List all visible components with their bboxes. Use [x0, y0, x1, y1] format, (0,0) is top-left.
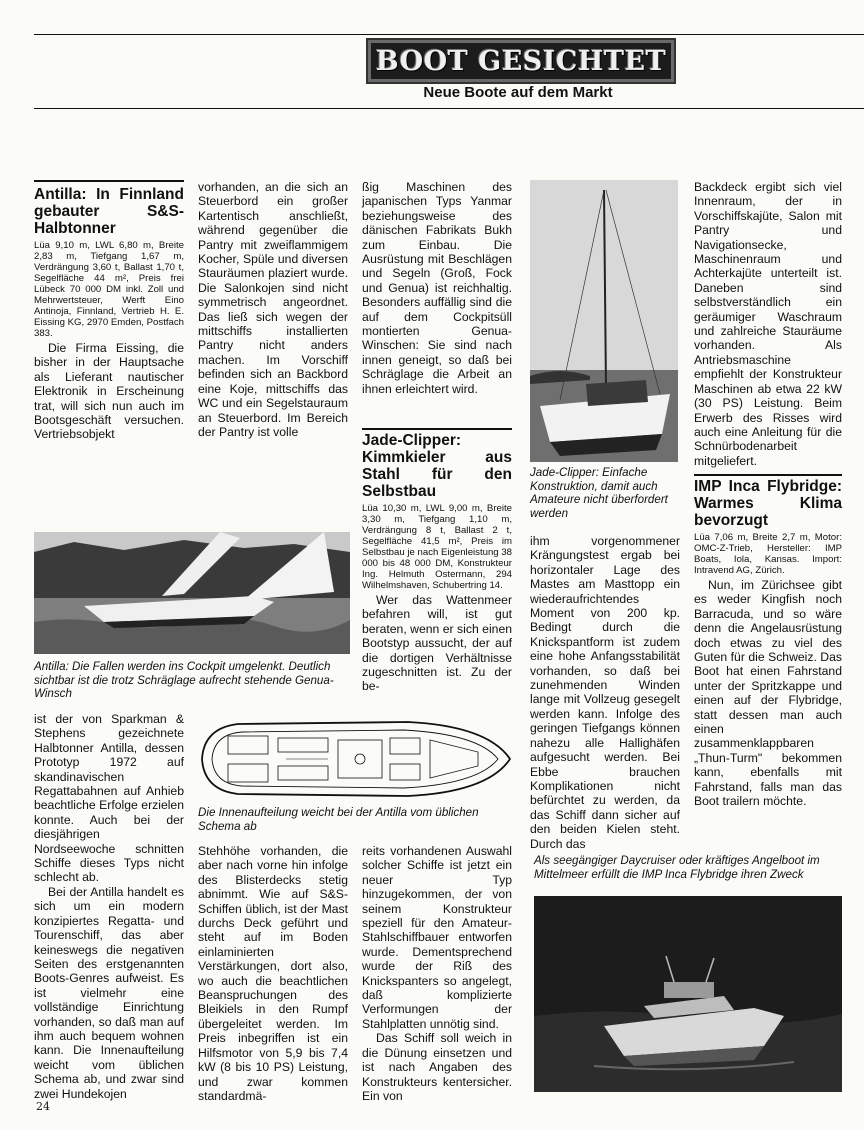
imp-photo	[534, 896, 842, 1092]
jade-intro-column	[362, 432, 512, 694]
antilla-photo	[34, 532, 350, 654]
banner-title: BOOT GESICHTET	[375, 45, 667, 77]
imp-para1: Nun, im Zürichsee gibt es weder Kingfish noch Barracuda, und so wäre denn die Angelausrüstung doch etwas zu viel des Guten für die Schweiz. Das Boot hat einen Fahrstand unter der Spritzkappe und einen auf der Flybridge, statt dessen man auch einen zusammenklappbaren „Thun-Turm" bekommen kann, ebenfalls mit Fahrstand, falls man das Boot trailern möchte.	[694, 578, 842, 809]
jade-photo	[530, 180, 678, 462]
antilla-col3-top-text: ßig Maschinen des japanischen Typs Yanmar beziehungsweise des dänischen Fabrikats Bukh zum Einbau. Die Ausrüstung mit Beschlägen und Segeln (Groß, Fock und Genua) ist reichhaltig. Besonders auffällig sind die auf dem Cockpitsüll montierten Genua-Winschen: Sie sind nach innen geneigt, so daß bei Schräglage die Arbeit an ihnen erleichtert wird.	[362, 180, 512, 396]
antilla-col1-bottom-p2: Bei der Antilla handelt es sich um ein modern konzipiertes Regatta- und Tourenschiff, das aber keineswegs die negativen Seiten des erstgenannten Boots-Genres aufweist. Es ist vielmehr eine vollständige Einrichtung vorhanden, so daß man auf ihm auch bequem wohnen kann. Die Innenaufteilung weicht vom üblichen Schema ab, und zwar sind zwei Hundekojen	[34, 884, 184, 1101]
antilla-headline-rule	[34, 180, 184, 182]
antilla-intro-column	[34, 182, 184, 442]
jade-column-3-bottom	[362, 844, 512, 1103]
imp-headline: IMP Inca Flybridge: Warmes Klima bevorzugt	[694, 478, 842, 529]
antilla-col2-bottom-text: Stehhöhe vorhanden, die aber nach vorne hin infolge des Blisterdecks stetig abnimmt. Wie auf S&S-Schiffen üblich, ist der Mast durchs Deck geführt und steht auf im Boden einlaminierten Verstärkungen, dort also, wo auch die beachtlichen Beanspruchungen des Bleikiels in den Rumpf übergeleitet werden. Im Preis inbegriffen ist ein Hilfsmotor von 5,9 bis 7,4 kW (8 bis 10 PS) Leistung, und zwar kommen standardmä-	[198, 844, 348, 1103]
jade-col5-top-text: Backdeck ergibt sich viel Innenraum, der in Vorschiffskajüte, Salon mit Pantry und Navigationsecke, Maschinenraum und Achterkajüte unterteilt ist. Daneben sind selbstverständlich ein geräumiger Waschraum und zahlreiche Stauräume vorhanden. Als Antriebsmaschine empfiehlt der Konstrukteur Maschinen ab etwa 22 kW (30 PS) Leistung. Beim Erwerb des Risses wird auch eine Anleitung für die Schnürbodenarbeit mitgeliefert.	[694, 180, 842, 468]
header-rule	[34, 108, 864, 109]
imp-intro-column	[694, 478, 842, 809]
imp-headline-rule	[694, 474, 842, 476]
antilla-col2-top-text: vorhanden, an die sich an Steuerbord ein großer Kartentisch anschließt, während gegenüber die Pantry mit zweiflammigem Kocher, Spüle und diversen Stauräumen plaziert wurde. Die Salonkojen sind nicht symmetrisch angeordnet. Das ließ sich wegen der mittschiffs installierten Pantry nicht anders machen. Im Vorschiff befinden sich an Backbord eine Koje, mittschiffs das WC und ein Segelstauraum an Steuerbord. Im Bereich der Pantry ist volle	[198, 180, 348, 439]
jade-col3-bottom-text: reits vorhandenen Auswahl solcher Schiffe ist jetzt ein neuer Typ hinzugekommen, der von seinem Konstrukteur speziell für den Amateur-Stahlschiffbauer entworfen wurde. Dementsprechend wurde der Riß des Knickspanters so angelegt, daß komplizierte Verformungen der Stahlplatten unnötig sind.	[362, 844, 512, 1031]
antilla-column-1-bottom	[34, 712, 184, 1101]
top-rule	[34, 34, 864, 35]
antilla-deck-plan	[198, 716, 514, 802]
imp-photo-caption: Als seegängiger Daycruiser oder kräftiges Angelboot im Mittelmeer erfüllt die IMP Inca Flybridge ihren Zweck	[534, 854, 820, 881]
jade-photo-image	[530, 180, 678, 462]
jade-specs: Lüa 10,30 m, LWL 9,00 m, Breite 3,30 m, Tiefgang 1,10 m, Verdrängung 8 t, Ballast 2 t, Segelfläche 41,5 m², Preis im Selbstbau je nach Eigenleistung 38 000 bis 48 000 DM, Konstrukteur Ing. Helmuth Ostermann, 294 Wilhelmshaven, Schubertring 14.	[362, 503, 512, 591]
jade-photo-caption: Jade-Clipper: Einfache Konstruktion, damit auch Amateure nicht überfordert werden	[530, 466, 668, 520]
jade-column-5-top	[694, 180, 842, 468]
antilla-headline: Antilla: In Finnland gebauter S&S-Halbtonner	[34, 186, 184, 237]
deck-plan-drawing	[198, 716, 514, 802]
antilla-col1-bottom-p1: ist der von Sparkman & Stephens gezeichnete Halbtonner Antilla, dessen Prototyp 1972 auf skandinavischen Regattabahnen auf Anhieb beachtliche Erfolge erzielen konnte. Auch bei der diesjährigen Nordseewoche schnitten Schiffe dieses Typs nicht schlecht ab.	[34, 712, 184, 885]
section-banner	[366, 38, 676, 84]
page-number: 24	[36, 1100, 50, 1113]
jade-col3-bottom-p2: Das Schiff soll weich in die Dünung einsetzen und ist nach Angaben des Konstrukteurs kentersicher. Ein von	[362, 1031, 512, 1103]
jade-column-4	[530, 534, 680, 851]
jade-headline: Jade-Clipper: Kimmkieler aus Stahl für den Selbstbau	[362, 432, 512, 500]
antilla-column-3-top	[362, 180, 512, 396]
antilla-specs: Lüa 9,10 m, LWL 6,80 m, Breite 2,83 m, Tiefgang 1,67 m, Verdrängung 3,60 t, Ballast 1,70 t, Segelfläche 44 m², Preis frei Lübeck 70 000 DM inkl. Zoll und Mehrwertsteuer, Werft Eino Antinoja, Finnland, Vertrieb H. E. Eissing KG, 2970 Emden, Postfach 383.	[34, 240, 184, 339]
antilla-photo-caption: Antilla: Die Fallen werden ins Cockpit umgelenkt. Deutlich sichtbar ist die trotz Schräglage aufrecht stehende Genua-Winsch	[34, 660, 334, 700]
jade-para1: Wer das Wattenmeer befahren will, ist gut beraten, wenn er sich einen Bootstyp aussucht, der auf die dortigen Verhältnisse zugeschnitten ist. Zu der be-	[362, 593, 512, 694]
deck-plan-caption: Die Innenaufteilung weicht bei der Antilla vom üblichen Schema ab	[198, 806, 479, 833]
page-subtitle: Neue Boote auf dem Markt	[423, 84, 613, 101]
antilla-column-2-bottom	[198, 844, 348, 1103]
jade-headline-rule	[362, 428, 512, 430]
antilla-para1: Die Firma Eissing, die bisher in der Hauptsache als Lieferant nautischer Elektronik in Erscheinung trat, will sich nun auch im Bootsgeschäft versuchen. Vertriebsobjekt	[34, 341, 184, 442]
antilla-photo-image	[34, 532, 350, 654]
jade-col4-text: ihm vorgenommener Krängungstest ergab bei horizontaler Lage des Mastes am Masttopp ein wiederaufrichtendes Moment von 200 kp. Bedingt durch die Knickspantform ist zudem eine hohe Anfangsstabilität vorhanden, so daß bei zunehmenden Winden lange mit Vollzeug gesegelt werden kann. Infolge des geringen Tiefgangs können nahezu alle Hallighäfen aufgesucht werden. Bei Ebbe brauchen Komplikationen nicht befürchtet zu werden, da das Schiff dann sicher auf den beiden Kielen steht. Durch das	[530, 534, 680, 851]
antilla-column-2-top	[198, 180, 348, 439]
imp-photo-image	[534, 896, 842, 1092]
imp-specs: Lüa 7,06 m, Breite 2,7 m, Motor: OMC-Z-Trieb, Hersteller: IMP Boats, Iola, Kansas. Import: Intravend AG, Zürich.	[694, 532, 842, 576]
